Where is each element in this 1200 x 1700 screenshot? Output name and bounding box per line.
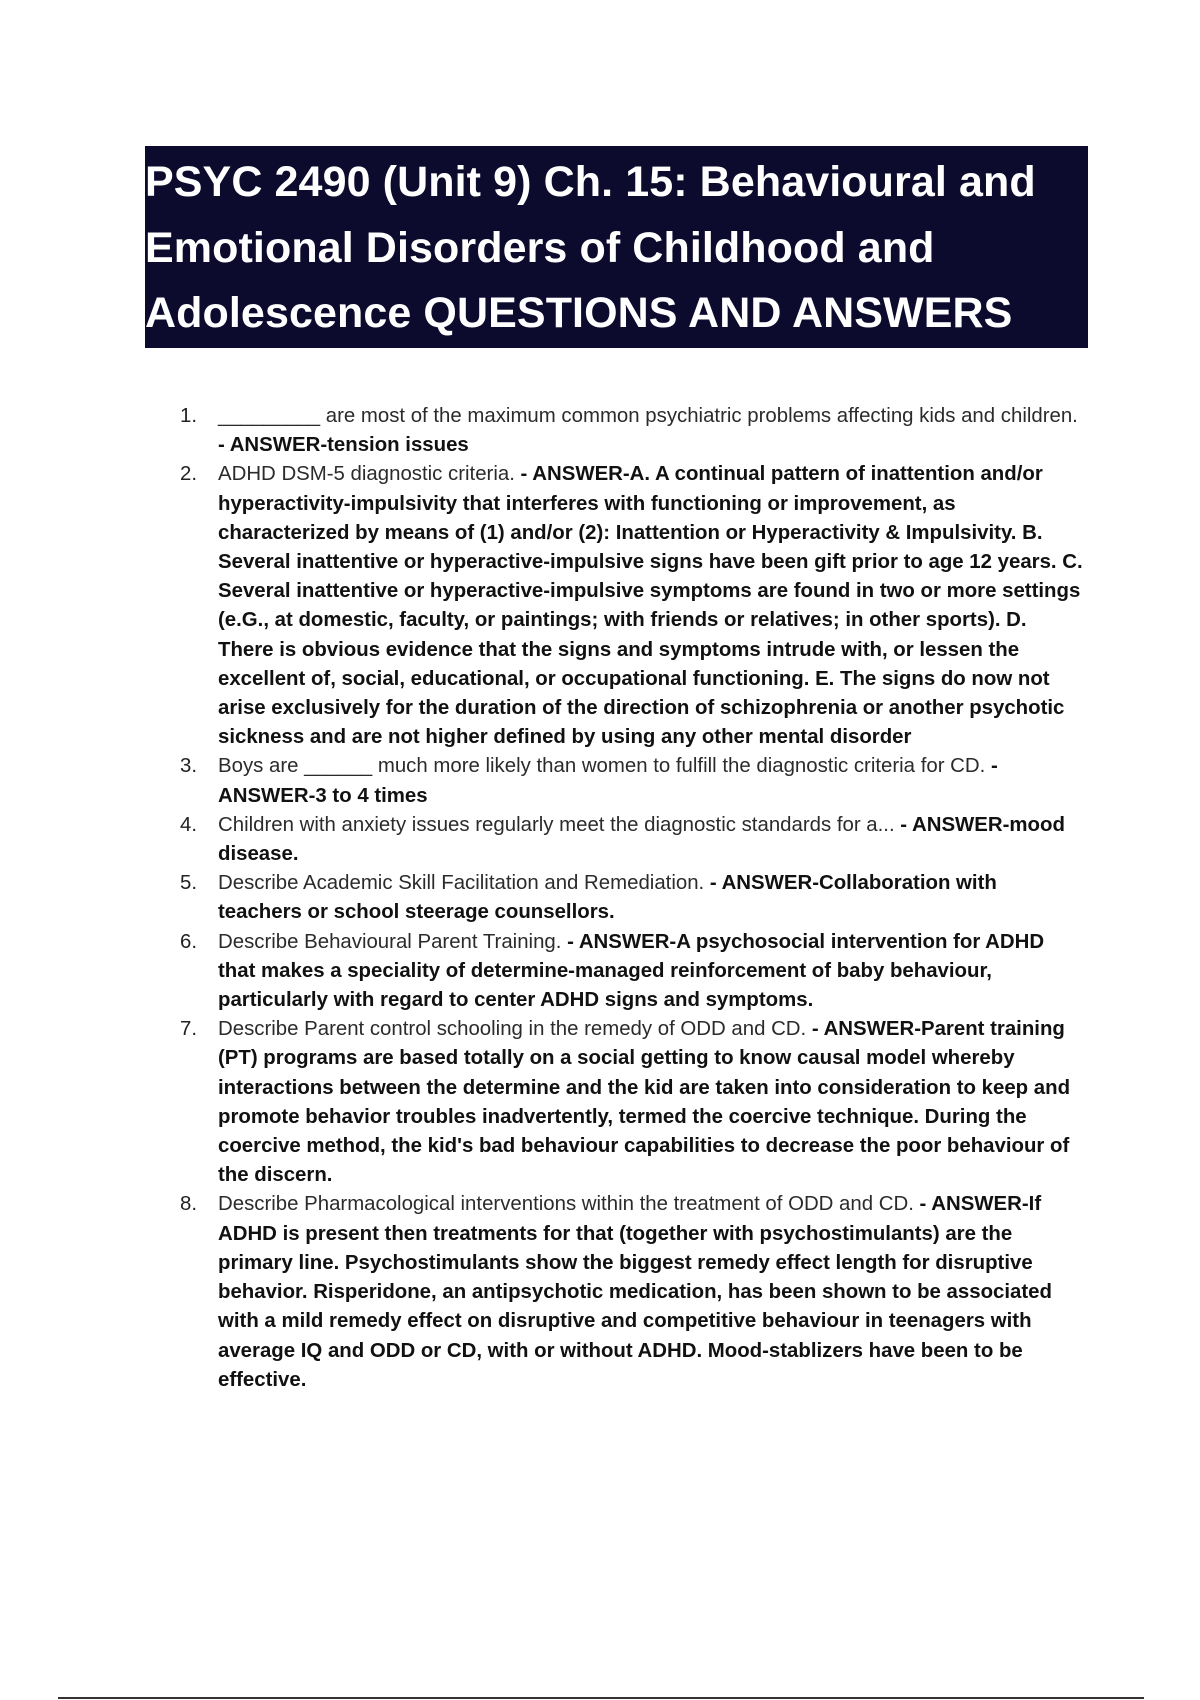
answer-text: ANSWER-A. A continual pattern of inattention and/or hyperactivity-impulsivity that interferes with functioning or improvement, as characterized by means of (1) and/or (2): Inattention or Hyperactivity & Impulsivity. B. Several inattentive or hyperactive-impulsive signs have been gift prior to age 12 years. C. Several inattentive or hyperactive-impulsive symptoms are found in two or more settings (e.G., at domestic, faculty, or paintings; with friends or relatives; in other sports). D. There is obvious evidence that the signs and symptoms intrude with, or lessen the excellent of, social, educational, or occupational functioning. E. The signs do now not arise exclusively for the duration of the direction of schizophrenia or another psychotic sickness and are not higher defined by using any other mental disorder: [218, 463, 1083, 749]
answer-text: ANSWER-A psychosocial intervention for ADHD that makes a speciality of determine-managed reinforcement of baby behaviour, particularly with regard to center ADHD signs and symptoms.: [218, 930, 1045, 1012]
answer-separator: -: [806, 1018, 824, 1041]
answer-separator: -: [913, 1193, 932, 1216]
answer-text: ANSWER-3 to 4 times: [218, 784, 428, 807]
question-text: Describe Academic Skill Facilitation and Remediation.: [218, 872, 705, 895]
list-item: [180, 928, 1085, 1016]
item-number: 8.: [180, 1193, 198, 1216]
answer-text: ANSWER-Parent training (PT) programs are based totally on a social getting to know causal model whereby interactions between the determine and the kid are taken into consideration to keep and promote behavior troubles inadvertently, termed the coercive technique. During the coercive method, the kid's bad behaviour capabilities to decrease the poor behaviour of the discern.: [218, 1018, 1071, 1187]
answer-separator: -: [704, 872, 722, 895]
item-number: 1.: [180, 405, 198, 427]
answer-separator: -: [561, 930, 579, 953]
list-item: [180, 869, 1085, 927]
question-text: Describe Parent control schooling in the remedy of ODD and CD.: [218, 1018, 807, 1041]
item-number: 2.: [180, 463, 198, 486]
answer-text: ANSWER-mood disease.: [218, 813, 1065, 866]
question-answer-list: [180, 402, 1085, 1395]
list-item: [180, 402, 1085, 460]
item-number: 3.: [180, 755, 198, 778]
answer-text: ANSWER-If ADHD is present then treatments for that (together with psychostimulants) are the primary line. Psychostimulants show the biggest remedy effect length for disruptive behavior. Risperidone, an antipsychotic medication, has been shown to be associated with a mild remedy effect on disruptive and competitive behaviour in teenagers with average IQ and ODD or CD, with or without ADHD. Mood-stablizers have been to be effective.: [218, 1193, 1052, 1391]
page-bottom-rule: [58, 1697, 1144, 1699]
list-item: [180, 811, 1085, 869]
answer-separator: -: [894, 813, 912, 836]
item-number: 5.: [180, 872, 198, 895]
question-text: Boys are ______ much more likely than women to fulfill the diagnostic criteria for CD.: [218, 755, 986, 778]
list-item: [180, 1190, 1085, 1394]
question-text: Describe Pharmacological interventions within the treatment of ODD and CD.: [218, 1193, 914, 1216]
answer-text: ANSWER-tension issues: [229, 434, 469, 457]
answer-separator: -: [514, 463, 533, 486]
document-title: PSYC 2490 (Unit 9) Ch. 15: Behavioural and Emotional Disorders of Childhood and Adolescence QUESTIONS AND ANSWERS: [145, 158, 1036, 337]
list-item: [180, 752, 1085, 810]
list-item: [180, 1015, 1085, 1190]
answer-separator: -: [985, 755, 998, 778]
list-item: [180, 460, 1085, 752]
question-text: _________ are most of the maximum common psychiatric problems affecting kids and children.: [218, 405, 1078, 427]
question-text: ADHD DSM-5 diagnostic criteria.: [218, 463, 515, 486]
question-text: Children with anxiety issues regularly meet the diagnostic standards for a...: [218, 813, 895, 836]
title-banner: [145, 146, 1088, 348]
answer-separator: -: [218, 434, 230, 457]
question-text: Describe Behavioural Parent Training.: [218, 930, 562, 953]
item-number: 4.: [180, 813, 198, 836]
answer-text: ANSWER-Collaboration with teachers or school steerage counsellors.: [218, 872, 997, 924]
item-number: 6.: [180, 930, 198, 953]
item-number: 7.: [180, 1018, 198, 1041]
